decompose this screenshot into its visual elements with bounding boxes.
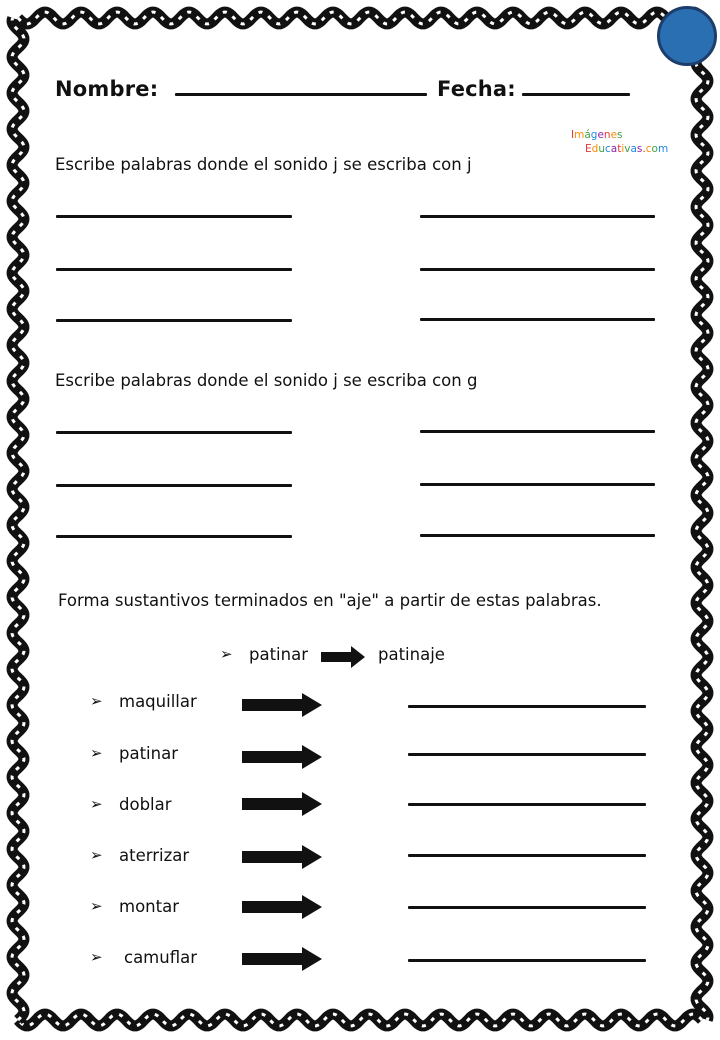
example-word: patinar — [249, 645, 308, 664]
exercise-word: doblar — [119, 795, 172, 814]
instruction-g: Escribe palabras donde el sonido j se escriba con g — [55, 371, 478, 390]
exercise-word: maquillar — [119, 692, 197, 711]
answer-line[interactable] — [56, 215, 292, 218]
publisher-logo — [571, 128, 668, 156]
answer-line[interactable] — [420, 483, 655, 486]
exercise-word: montar — [119, 897, 179, 916]
exercise-word: camuflar — [124, 948, 198, 967]
exercise-word: patinar — [119, 744, 178, 763]
right-arrow-icon — [242, 745, 322, 769]
right-arrow-icon — [242, 693, 322, 717]
right-arrow-icon — [242, 895, 322, 919]
example-result: patinaje — [378, 645, 445, 664]
answer-line[interactable] — [56, 268, 292, 271]
publisher-badge-icon — [657, 6, 717, 66]
bullet-icon: ➢ — [90, 948, 103, 966]
answer-line[interactable] — [56, 431, 292, 434]
bullet-icon: ➢ — [90, 846, 103, 864]
answer-line[interactable] — [420, 318, 655, 321]
answer-line[interactable] — [408, 959, 646, 962]
answer-line[interactable] — [408, 854, 646, 857]
right-arrow-icon — [242, 792, 322, 816]
answer-line[interactable] — [420, 215, 655, 218]
bullet-icon: ➢ — [90, 744, 103, 762]
answer-line[interactable] — [420, 268, 655, 271]
logo-line-2: Educativas.com — [585, 143, 669, 155]
date-blank-line[interactable] — [522, 93, 630, 96]
instruction-j: Escribe palabras donde el sonido j se escriba con j — [55, 155, 472, 174]
answer-line[interactable] — [408, 705, 646, 708]
date-label: Fecha: — [437, 77, 516, 101]
name-blank-line[interactable] — [175, 93, 427, 96]
answer-line[interactable] — [408, 753, 646, 756]
bullet-icon: ➢ — [220, 645, 233, 663]
answer-line[interactable] — [420, 534, 655, 537]
answer-line[interactable] — [56, 535, 292, 538]
answer-line[interactable] — [408, 906, 646, 909]
instruction-aje: Forma sustantivos terminados en "aje" a partir de estas palabras. — [58, 591, 602, 610]
right-arrow-icon — [321, 646, 365, 668]
answer-line[interactable] — [420, 430, 655, 433]
right-arrow-icon — [242, 947, 322, 971]
exercise-word: aterrizar — [119, 846, 190, 865]
logo-line-1: Imágenes — [571, 129, 623, 141]
name-label: Nombre: — [55, 77, 159, 101]
answer-line[interactable] — [408, 803, 646, 806]
bullet-icon: ➢ — [90, 795, 103, 813]
bullet-icon: ➢ — [90, 692, 103, 710]
answer-line[interactable] — [56, 484, 292, 487]
answer-line[interactable] — [56, 319, 292, 322]
bullet-icon: ➢ — [90, 897, 103, 915]
right-arrow-icon — [242, 845, 322, 869]
